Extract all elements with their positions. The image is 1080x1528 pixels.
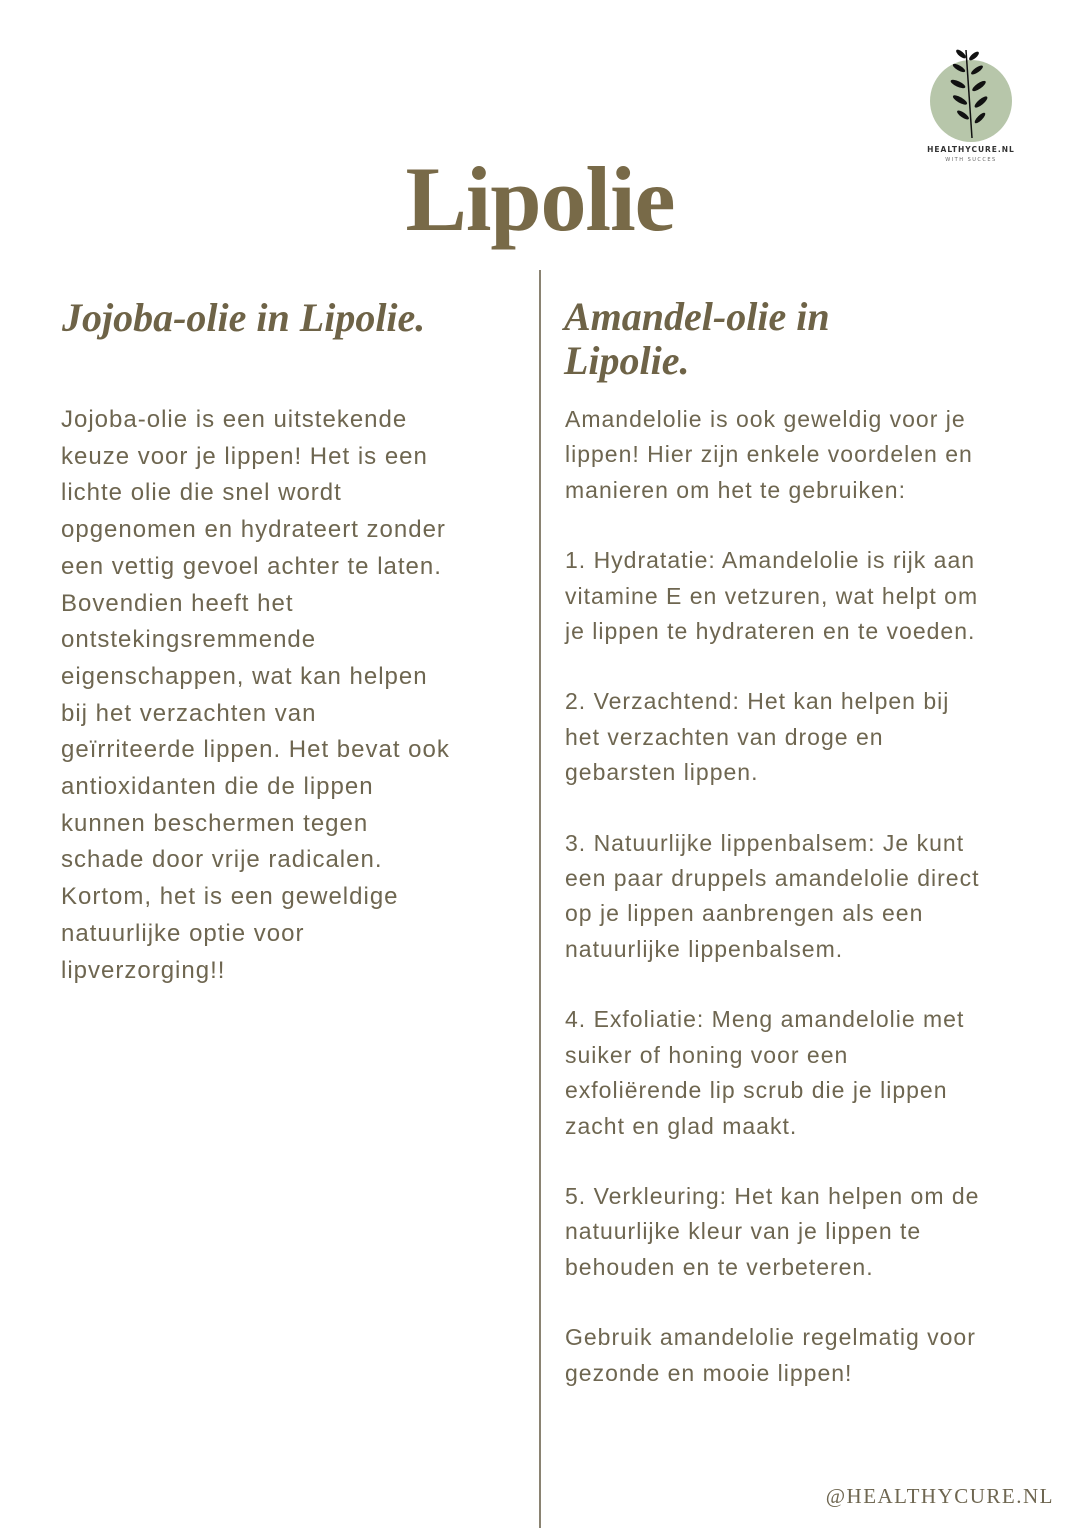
amandel-paragraph xyxy=(565,402,979,1391)
text-line: natuurlijke kleur van je lippen te xyxy=(565,1218,922,1245)
text-line: 4. Exfoliatie: Meng amandelolie met xyxy=(565,1006,965,1033)
logo-name: HEALTHYCURE.NL xyxy=(927,145,1015,154)
text-line: 5. Verkleuring: Het kan helpen om de xyxy=(565,1182,980,1209)
footer-handle: @HEALTHYCURE.NL xyxy=(825,1484,1054,1508)
text-line: bij het verzachten van xyxy=(61,699,317,727)
text-line: kunnen beschermen tegen xyxy=(61,809,369,837)
text-line: geïrriteerde lippen. Het bevat ook xyxy=(61,736,450,764)
text-line xyxy=(565,967,979,1002)
text-line: een vettig gevoel achter te laten. xyxy=(61,552,442,580)
jojoba-paragraph xyxy=(61,402,450,989)
amandel-heading xyxy=(564,295,830,383)
column-divider xyxy=(539,270,541,1528)
text-line xyxy=(565,1285,979,1320)
text-line: Kortom, het is een geweldige xyxy=(61,883,399,911)
text-line xyxy=(565,508,979,543)
healthycure-logo xyxy=(912,42,1030,172)
text-line: gebarsten lippen. xyxy=(565,759,759,786)
text-line: ontstekingsremmende xyxy=(61,626,317,654)
text-line xyxy=(565,1144,979,1179)
text-line: Bovendien heeft het xyxy=(61,589,294,617)
text-line: natuurlijke lippenbalsem. xyxy=(565,935,844,962)
text-line: vitamine E en vetzuren, wat helpt om xyxy=(565,582,979,609)
text-line: Amandelolie is ook geweldig voor je xyxy=(565,406,966,432)
text-line: Gebruik amandelolie regelmatig voor xyxy=(565,1324,976,1351)
text-line: 2. Verzachtend: Het kan helpen bij xyxy=(565,688,950,715)
text-line: eigenschappen, wat kan helpen xyxy=(61,662,428,690)
text-line: een paar druppels amandelolie direct xyxy=(565,865,980,892)
leaf-branch-icon xyxy=(912,42,1030,142)
heading-line: Amandel-olie in xyxy=(564,294,830,339)
text-line: opgenomen en hydrateert zonder xyxy=(61,516,446,544)
jojoba-heading: Jojoba-olie in Lipolie. xyxy=(62,295,426,340)
text-line: Jojoba-olie is een uitstekende xyxy=(61,406,408,433)
heading-line: Lipolie. xyxy=(564,338,690,383)
text-line: suiker of honing voor een xyxy=(565,1041,849,1068)
text-line: natuurlijke optie voor xyxy=(61,919,305,947)
text-line: op je lippen aanbrengen als een xyxy=(565,900,924,927)
text-line: exfoliërende lip scrub die je lippen xyxy=(565,1077,948,1104)
text-line xyxy=(565,791,979,826)
text-line: 3. Natuurlijke lippenbalsem: Je kunt xyxy=(565,829,965,856)
text-line: je lippen te hydrateren en te voeden. xyxy=(565,618,976,645)
logo-tagline: WITH SUCCES xyxy=(945,157,997,163)
text-line: lichte olie die snel wordt xyxy=(61,479,342,507)
text-line: het verzachten van droge en xyxy=(565,723,884,750)
page-title: Lipolie xyxy=(405,147,675,250)
text-line: 1. Hydratatie: Amandelolie is rijk aan xyxy=(565,547,976,574)
text-line: keuze voor je lippen! Het is een xyxy=(61,442,428,470)
text-line: schade door vrije radicalen. xyxy=(61,846,383,874)
text-line: lippen! Hier zijn enkele voordelen en xyxy=(565,441,973,468)
text-line: gezonde en mooie lippen! xyxy=(565,1359,853,1386)
text-line: zacht en glad maakt. xyxy=(565,1112,798,1139)
text-line: manieren om het te gebruiken: xyxy=(565,476,906,503)
text-line: lipverzorging!! xyxy=(61,956,226,984)
text-line: behouden en te verbeteren. xyxy=(565,1253,874,1280)
text-line xyxy=(565,649,979,684)
text-line: antioxidanten die de lippen xyxy=(61,773,374,801)
